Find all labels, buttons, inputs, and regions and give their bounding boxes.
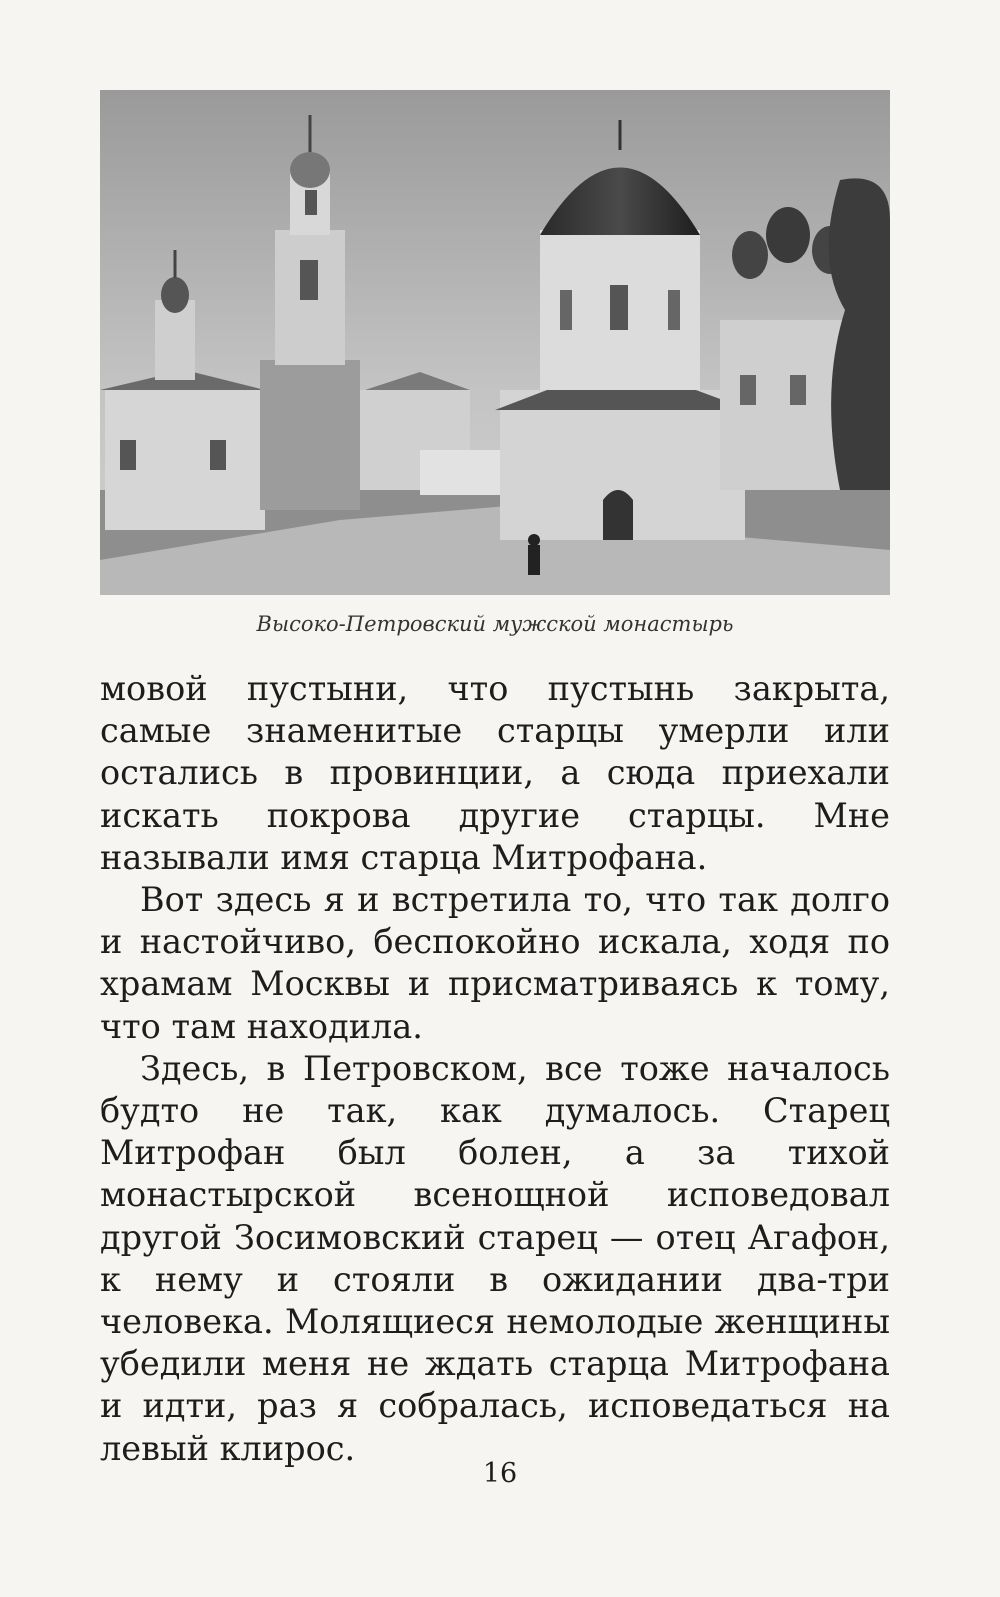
monastery-photo [100, 90, 890, 595]
page-number: 16 [482, 1458, 518, 1489]
paragraph-1: мовой пустыни, что пустынь закрыта, самые знаменитые старцы умерли или остались в провинции, а сюда приехали искать покрова другие старцы. Мне называли имя старца Митрофана. [100, 669, 890, 877]
photo-caption: Высоко-Петровский мужской монастырь [256, 612, 734, 636]
paragraph-2: Вот здесь я и встретила то, что так долго и настойчиво, беспокойно искала, ходя по храмам Москвы и присматриваясь к тому, что там находила. [100, 880, 890, 1046]
body-text [100, 668, 890, 1470]
paragraph-3: Здесь, в Петровском, все тоже началось будто не так, как думалось. Старец Митрофан был болен, а за тихой монастырской всенощной исповедовал другой Зосимовский старец — отец Агафон, к нему и стояли в ожидании два-три человека. Молящиеся немолодые женщины убедили меня не ждать старца Митрофана и идти, раз я собралась, исповедаться на левый клирос. [100, 1048, 890, 1468]
